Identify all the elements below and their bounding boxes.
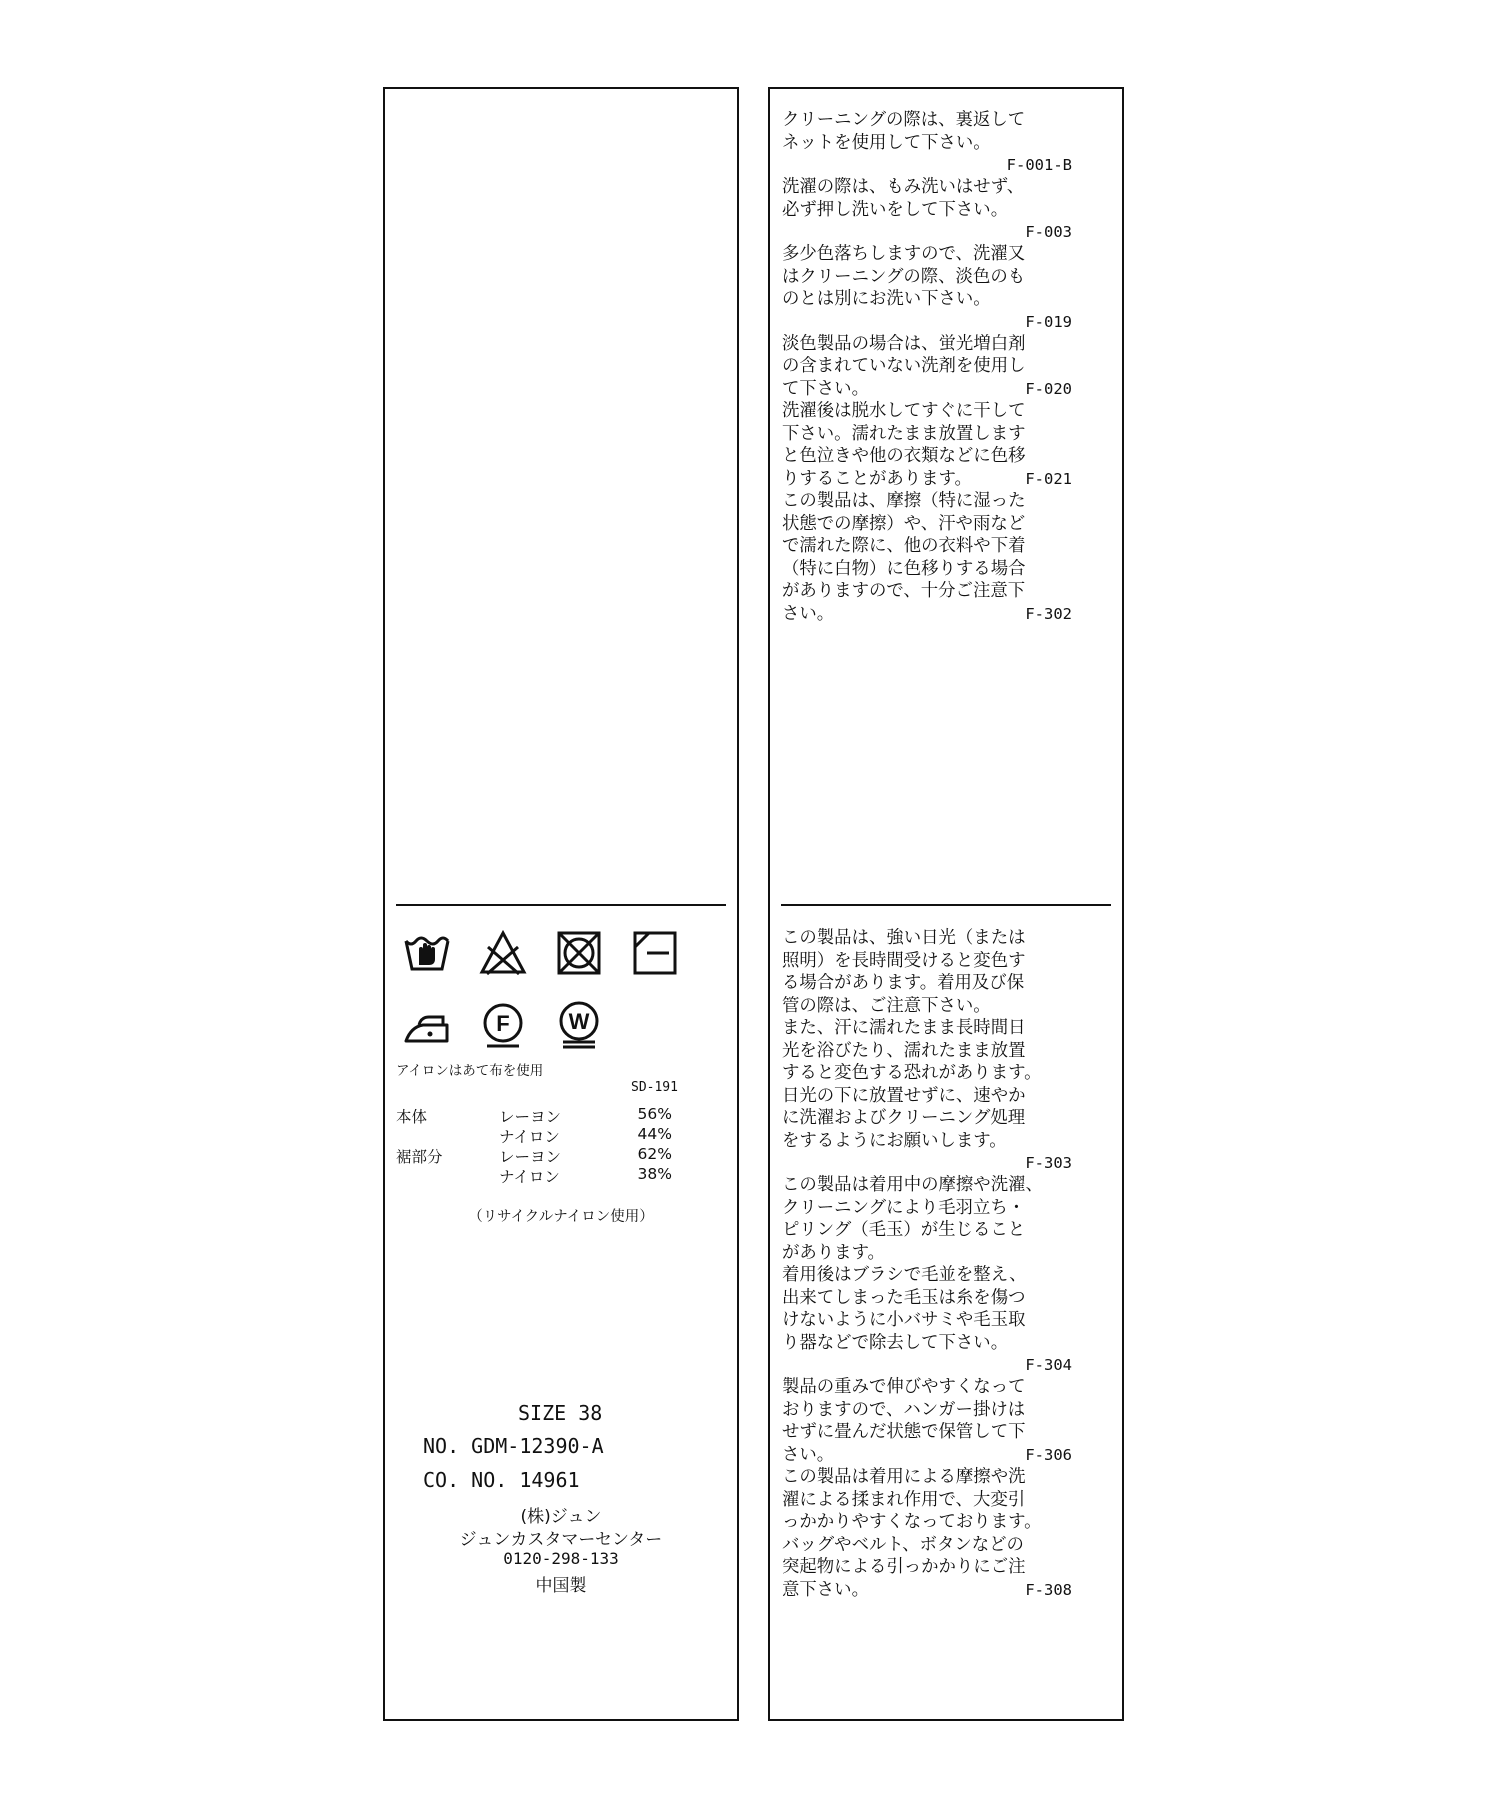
- composition-percent: 56%: [637, 1105, 672, 1123]
- care-note: [782, 243, 1072, 333]
- care-note-code: F-306: [1025, 1445, 1072, 1464]
- care-note-last-text: 意下さい。: [782, 1579, 869, 1600]
- care-notes-bottom: [782, 927, 1072, 1601]
- care-note-code: F-003: [1025, 223, 1072, 241]
- care-note-code: F-308: [1025, 1580, 1072, 1599]
- care-note-last-text: て下さい。: [782, 378, 869, 399]
- care-notes-top: [782, 109, 1072, 625]
- care-note-last-text: さい。: [782, 603, 835, 624]
- care-note: [782, 490, 1072, 625]
- care-note-text: 洗濯の際は、もみ洗いはせず、 必ず押し洗いをして下さい。: [782, 177, 1025, 220]
- care-note-text: クリーニングの際は、裏返して ネットを使用して下さい。: [782, 110, 1026, 153]
- care-note: [782, 109, 1072, 176]
- country-of-origin: 中国製: [535, 1576, 587, 1596]
- care-note-text: 淡色製品の場合は、蛍光増白剤 の含まれていない洗剤を使用し: [782, 333, 1026, 376]
- composition-row: [396, 1105, 706, 1125]
- care-note-text: 製品の重みで伸びやすくなって おりますので、ハンガー掛けは せずに畳んだ状態で保管して下: [782, 1377, 1026, 1442]
- care-note: [782, 1466, 1072, 1601]
- product-number: NO. GDM-12390-A: [423, 1434, 604, 1458]
- care-note-text: この製品は、強い日光（または 照明）を長時間受けると変色す る場合があります。着用及び保 管の際は、ご注意下さい。 また、汗に濡れたまま長時間日 光を浴びたり、濡れたまま放置 すると変色する恐れがあります。 日光の下に放置せずに、速やか に洗濯およびクリーニング処理 をするようにお願いします。: [782, 928, 1042, 1151]
- shade-dry-flat-icon: [631, 929, 679, 977]
- recycled-note: （リサイクルナイロン使用）: [468, 1209, 654, 1225]
- care-note: [782, 176, 1072, 243]
- left-label-panel: [383, 87, 739, 1721]
- hand-wash-icon: [403, 929, 451, 977]
- company-name: (株)ジュン: [520, 1507, 602, 1527]
- care-note: [782, 1174, 1072, 1376]
- composition-material: レーヨン: [499, 1108, 562, 1126]
- composition-row: [396, 1145, 706, 1165]
- composition-percent: 62%: [637, 1145, 672, 1163]
- care-note-text: この製品は着用による摩擦や洗 濯による揉まれ作用で、大変引 っかかりやすくなっております。 バッグやベルト、ボタンなどの 突起物による引っかかりにご注: [782, 1467, 1042, 1577]
- phone-number: 0120-298-133: [503, 1549, 619, 1568]
- care-note-text: 多少色落ちしますので、洗濯又 はクリーニングの際、淡色のも のとは別にお洗い下さい。: [782, 244, 1026, 309]
- care-note-code: F-001-B: [1006, 156, 1072, 174]
- customer-center: ジュンカスタマーセンター: [459, 1530, 663, 1550]
- size-label: SIZE 38: [518, 1401, 603, 1425]
- composition-percent: 44%: [637, 1125, 672, 1143]
- composition-material: ナイロン: [499, 1168, 560, 1186]
- care-note: [782, 927, 1072, 1174]
- care-note: [782, 1376, 1072, 1466]
- iron-low-icon: [403, 1001, 451, 1049]
- care-note-last-text: りすることがあります。: [782, 468, 972, 489]
- care-label-code: SD-191: [631, 1080, 678, 1095]
- care-note-code: F-304: [1025, 1356, 1072, 1374]
- svg-text:W: W: [568, 1009, 590, 1034]
- svg-text:F: F: [496, 1011, 510, 1036]
- care-note-code: F-020: [1025, 379, 1072, 398]
- care-note-code: F-019: [1025, 312, 1072, 331]
- care-note-last-line: [782, 603, 1072, 626]
- care-note-last-line: [782, 378, 1072, 401]
- no-bleach-icon: [479, 929, 527, 977]
- care-note-code: F-021: [1025, 469, 1072, 488]
- composition-percent: 38%: [637, 1165, 672, 1183]
- care-note-last-text: さい。: [782, 1444, 835, 1465]
- composition-row: [396, 1125, 706, 1145]
- care-note-text: この製品は、摩擦（特に湿った 状態での摩擦）や、汗や雨など で濡れた際に、他の衣料や下着 （特に白物）に色移りする場合 がありますので、十分ご注意下: [782, 491, 1026, 601]
- care-note-last-line: [782, 468, 1072, 491]
- care-note-last-line: [782, 1579, 1072, 1602]
- wet-clean-w-icon: [555, 1001, 603, 1049]
- care-note: [782, 333, 1072, 401]
- care-note-code: F-302: [1025, 604, 1072, 623]
- composition-part: 裾部分: [396, 1148, 443, 1166]
- left-divider: [396, 904, 726, 906]
- care-note-code: F-303: [1025, 1154, 1072, 1172]
- care-note: [782, 400, 1072, 490]
- co-number: CO. NO. 14961: [423, 1468, 580, 1492]
- right-divider: [781, 904, 1111, 906]
- composition-row: [396, 1165, 706, 1185]
- iron-note: アイロンはあて布を使用: [396, 1063, 544, 1079]
- composition-material: ナイロン: [499, 1128, 560, 1146]
- composition-material: レーヨン: [499, 1148, 562, 1166]
- care-symbols-row-2: [403, 1001, 603, 1049]
- care-symbols-row-1: [403, 929, 679, 977]
- care-note-text: 洗濯後は脱水してすぐに干して 下さい。濡れたまま放置します と色泣きや他の衣類などに色移: [782, 401, 1026, 466]
- care-note-last-line: [782, 1444, 1072, 1467]
- dry-clean-f-icon: [479, 1001, 527, 1049]
- care-note-text: この製品は着用中の摩擦や洗濯、 クリーニングにより毛羽立ち・ ピリング（毛玉）が生じること があります。 着用後はブラシで毛並を整え、 出来てしまった毛玉は糸を傷つ けないように小バサミや毛玉取 り器などで除去して下さい。: [782, 1175, 1043, 1353]
- right-label-panel: [768, 87, 1124, 1721]
- no-tumble-dry-icon: [555, 929, 603, 977]
- composition-part: 本体: [396, 1108, 428, 1126]
